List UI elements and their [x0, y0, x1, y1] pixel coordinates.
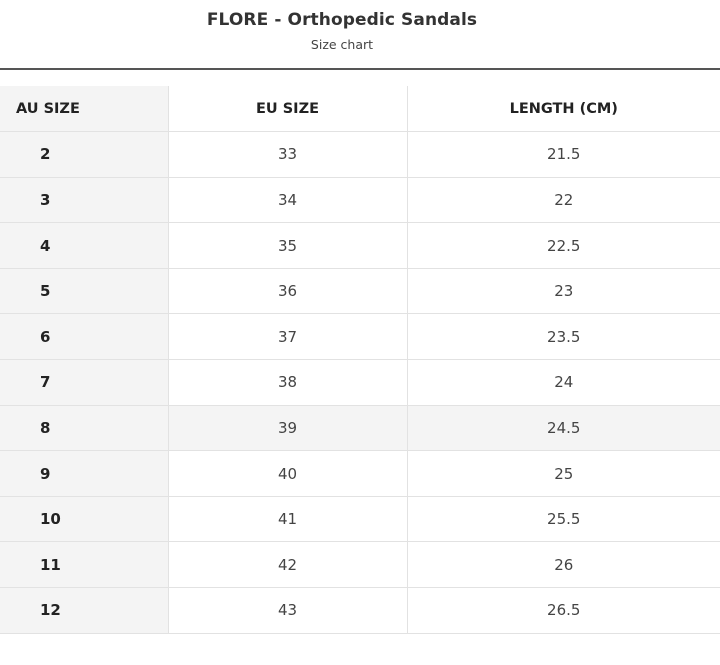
page-title: FLORE - Orthopedic Sandals [206, 10, 478, 30]
length-cell: 26 [407, 542, 720, 588]
au-size-cell: 10 [0, 496, 168, 542]
eu-size-cell: 39 [168, 405, 407, 451]
length-cell: 25.5 [407, 496, 720, 542]
column-header-length-cm: LENGTH (CM) [407, 86, 720, 132]
length-cell: 22 [407, 177, 720, 223]
table-row [0, 542, 720, 588]
table-row [0, 177, 720, 223]
au-size-cell: 11 [0, 542, 168, 588]
table-row [0, 496, 720, 542]
eu-size-cell: 38 [168, 360, 407, 406]
au-size-cell: 7 [0, 360, 168, 406]
table-row [0, 588, 720, 634]
eu-size-cell: 35 [168, 223, 407, 269]
table-row [0, 268, 720, 314]
length-cell: 23 [407, 268, 720, 314]
au-size-cell: 8 [0, 405, 168, 451]
au-size-cell: 2 [0, 132, 168, 178]
length-cell: 23.5 [407, 314, 720, 360]
header-divider [0, 68, 720, 70]
table-row [0, 451, 720, 497]
eu-size-cell: 36 [168, 268, 407, 314]
length-cell: 21.5 [407, 132, 720, 178]
table-header-row [0, 86, 720, 132]
eu-size-cell: 33 [168, 132, 407, 178]
eu-size-cell: 41 [168, 496, 407, 542]
au-size-cell: 6 [0, 314, 168, 360]
au-size-cell: 12 [0, 588, 168, 634]
page-header [0, 0, 720, 68]
length-cell: 24 [407, 360, 720, 406]
page-subtitle: Size chart [310, 37, 374, 52]
table-row [0, 223, 720, 269]
length-cell: 25 [407, 451, 720, 497]
eu-size-cell: 37 [168, 314, 407, 360]
column-header-eu-size: EU SIZE [168, 86, 407, 132]
table-row [0, 314, 720, 360]
eu-size-cell: 34 [168, 177, 407, 223]
table-row [0, 132, 720, 178]
eu-size-cell: 40 [168, 451, 407, 497]
column-header-au-size: AU SIZE [0, 86, 168, 132]
au-size-cell: 3 [0, 177, 168, 223]
length-cell: 26.5 [407, 588, 720, 634]
length-cell: 22.5 [407, 223, 720, 269]
eu-size-cell: 43 [168, 588, 407, 634]
au-size-cell: 5 [0, 268, 168, 314]
size-chart-table [0, 86, 720, 634]
length-cell: 24.5 [407, 405, 720, 451]
table-row-highlighted [0, 405, 720, 451]
eu-size-cell: 42 [168, 542, 407, 588]
table-row [0, 360, 720, 406]
au-size-cell: 4 [0, 223, 168, 269]
au-size-cell: 9 [0, 451, 168, 497]
